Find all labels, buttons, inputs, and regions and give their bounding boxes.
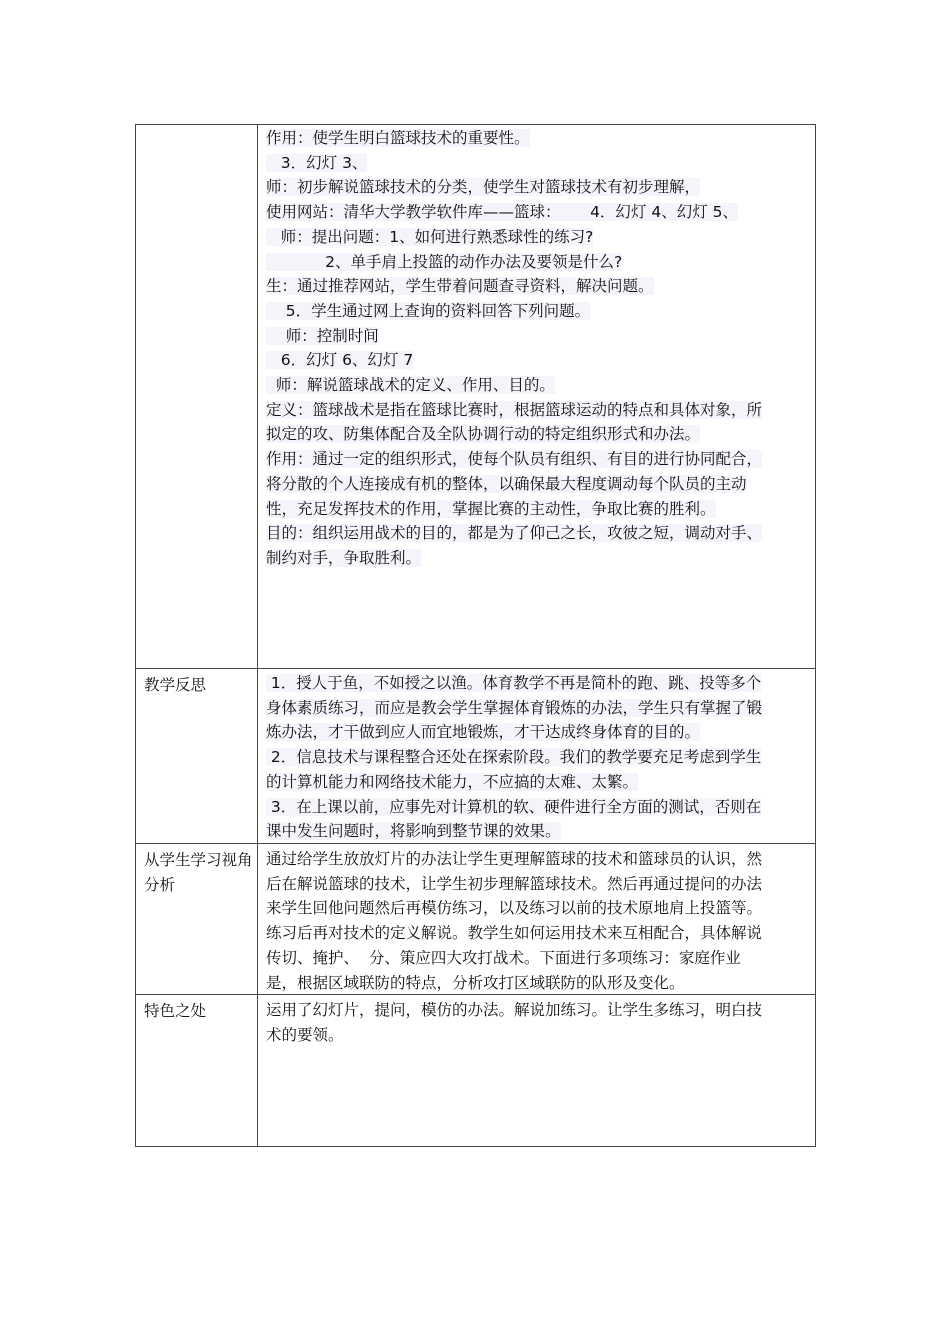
text-line: 1．授人于鱼，不如授之以渔。体育教学不再是简朴的跑、跳、投等多个: [266, 674, 762, 692]
process-content: [258, 125, 815, 668]
text-line: 拟定的攻、防集体配合及全队协调行动的特定组织形式和办法。: [266, 425, 701, 444]
reflection-content: [258, 669, 815, 843]
text-line: 生：通过推荐网站，学生带着问题查寻资料，解决问题。: [266, 277, 654, 296]
text-line: 的计算机能力和网络技术能力，不应搞的太难、太繁。: [266, 772, 639, 791]
text-line: 3．在上课以前，应事先对计算机的软、硬件进行全方面的测试，否则在: [266, 797, 762, 816]
row-label-reflection: 教学反思: [144, 676, 207, 694]
text-line: 使用网站：清华大学教学软件库——篮球： 4．幻灯 4、幻灯 5、: [266, 203, 739, 222]
text-line: 是，根据区域联防的特点，分析攻打区域联防的队形及变化。: [266, 973, 685, 992]
text-line: 5．学生通过网上查询的资料回答下列问题。: [266, 301, 591, 320]
text-line: 师：控制时间: [266, 326, 379, 345]
text-line: 师：解说篮球战术的定义、作用、目的。: [266, 376, 555, 395]
text-line: 身体素质练习，而应是教会学生掌握体育锻炼的办法，学生只有掌握了锻: [266, 698, 763, 717]
text-line: 目的：组织运用战术的目的，都是为了仰己之长，攻彼之短，调动对手、: [266, 524, 763, 543]
text-line: 性，充足发挥技术的作用，掌握比赛的主动性，争取比赛的胜利。: [266, 499, 716, 518]
student-analysis-content: [258, 844, 815, 994]
text-line: 通过给学生放放灯片的办法让学生更理解篮球的技术和篮球员的认识，然: [266, 850, 763, 868]
text-line: 定义：篮球战术是指在篮球比赛时，根据篮球运动的特点和具体对象，所: [266, 400, 763, 419]
text-line: 术的要领。: [266, 1025, 344, 1044]
text-line: 后在解说篮球的技术，让学生初步理解篮球技术。然后再通过提问的办法: [266, 874, 763, 893]
row-label: [136, 125, 257, 668]
text-line: 将分散的个人连接成有机的整体，以确保最大程度调动每个队员的主动: [266, 474, 747, 493]
text-line: 运用了幻灯片，提问，模仿的办法。解说加练习。让学生多练习，明白技: [266, 1001, 763, 1019]
text-line: 传切、掩护、 分、策应四大攻打战术。下面进行多项练习：家庭作业: [266, 948, 741, 967]
text-line: 来学生回他问题然后再模仿练习，以及练习以前的技术原地肩上投篮等。: [266, 899, 763, 918]
features-content: [258, 995, 815, 1148]
text-line: 2、单手肩上投篮的动作办法及要领是什么?: [266, 252, 623, 271]
lesson-plan-table: [135, 124, 816, 1147]
text-line: 练习后再对技术的定义解说。教学生如何运用技术来互相配合，具体解说: [266, 924, 763, 943]
row-label-student-analysis: 从学生学习视角分析: [144, 851, 253, 894]
row-label-features: 特色之处: [144, 1002, 207, 1020]
text-line: 3．幻灯 3、: [266, 153, 368, 172]
text-line: 制约对手，争取胜利。: [266, 548, 422, 567]
text-line: 2．信息技术与课程整合还处在探索阶段。我们的教学要充足考虑到学生: [266, 748, 762, 767]
text-line: 炼办法，才干做到应人而宜地锻炼，才干达成终身体育的目的。: [266, 723, 701, 742]
text-line: 课中发生问题时，将影响到整节课的效果。: [266, 822, 561, 841]
text-line: 作用：通过一定的组织形式，使每个队员有组织、有目的进行协同配合，: [266, 450, 763, 469]
text-line: 6．幻灯 6、幻灯 7: [266, 351, 414, 370]
text-line: 作用：使学生明白篮球技术的重要性。: [266, 129, 530, 147]
text-line: 师：提出问题：1、如何进行熟悉球性的练习?: [266, 227, 594, 246]
text-line: 师：初步解说篮球技术的分类，使学生对篮球技术有初步理解，: [266, 178, 701, 197]
